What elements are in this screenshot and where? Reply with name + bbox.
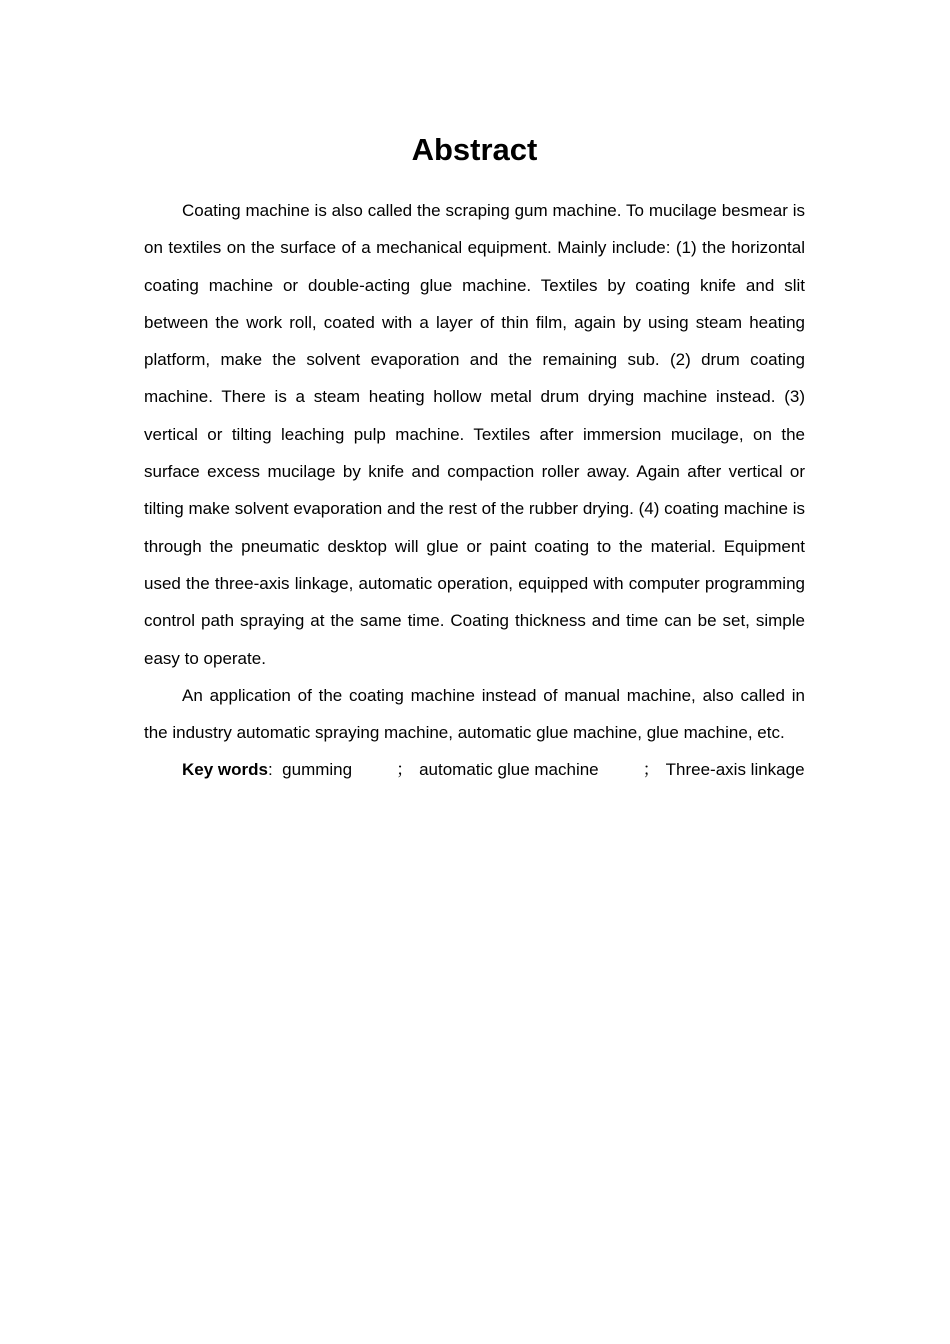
keyword-separator: ； <box>642 760 660 780</box>
abstract-section <box>144 128 805 789</box>
keyword-item: Three-axis linkage <box>665 760 805 780</box>
keyword-item: gumming <box>282 760 353 780</box>
keyword-item: automatic glue machine <box>419 760 599 780</box>
keywords-label: Key words <box>182 760 268 780</box>
abstract-paragraph-2: An application of the coating machine instead of manual machine, also called in the industry automatic spraying machine, automatic glue machine, glue machine, etc. <box>144 685 805 743</box>
keywords-colon: : <box>267 760 273 780</box>
abstract-paragraph-1: Coating machine is also called the scraping gum machine. To mucilage besmear is on textiles on the surface of a mechanical equipment. Mainly include: (1) the horizontal coating machine or double-acting glue machine. Textiles by coating knife and slit between the work roll, coated with a layer of thin film, again by using steam heating platform, make the solvent evaporation and the remaining sub. (2) drum coating machine. There is a steam heating hollow metal drum drying machine instead. (3) vertical or tilting leaching pulp machine. Textiles after immersion mucilage, on the surface excess mucilage by knife and compaction roller away. Again after vertical or tilting make solvent evaporation and the rest of the rubber drying. (4) coating machine is through the pneumatic desktop will glue or paint coating to the material. Equipment used the three-axis linkage, automatic operation, equipped with computer programming control path spraying at the same time. Coating thickness and time can be set, simple easy to operate. <box>144 201 805 668</box>
keyword-separator: ； <box>396 760 414 780</box>
page-title: Abstract <box>411 132 538 167</box>
keywords-line <box>144 751 805 788</box>
